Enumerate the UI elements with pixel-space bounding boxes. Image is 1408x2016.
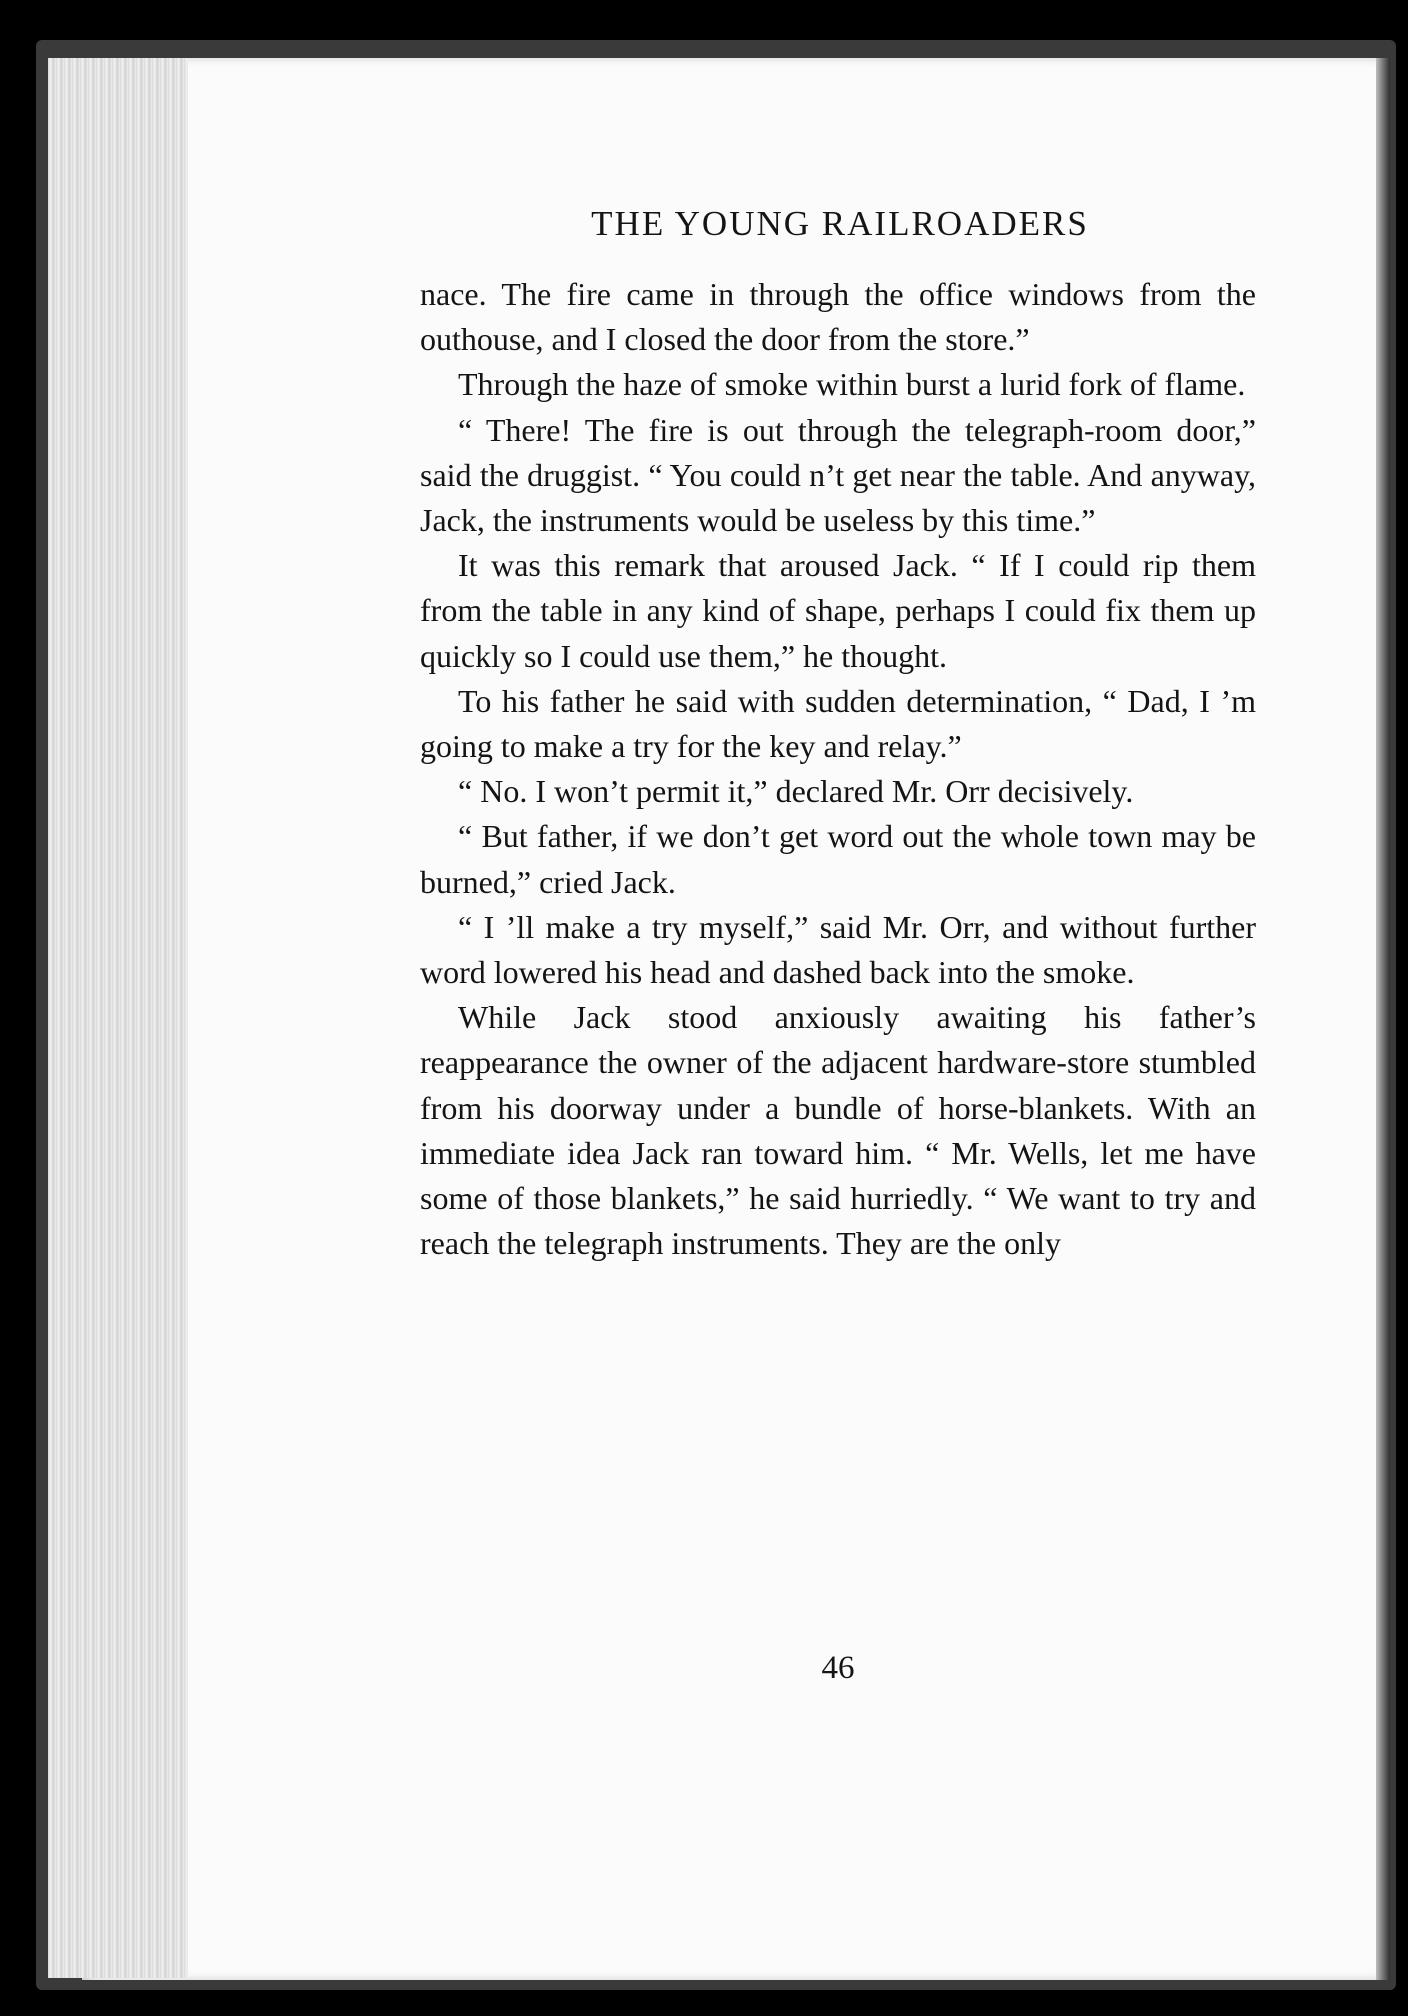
page-number: 46	[821, 1650, 855, 1686]
paragraph: “ There! The fire is out through the telegraph-room door,” said the druggist. “ You could n’t get near the table. And anyway, Jack, the instruments would be useless by this time.”	[420, 411, 1256, 539]
binding-shadow	[1376, 58, 1390, 1980]
paragraph: To his father he said with sudden determination, “ Dad, I ’m going to make a try for the key and relay.”	[420, 682, 1256, 765]
paragraph: “ But father, if we don’t get word out the whole town may be burned,” cried Jack.	[420, 818, 1256, 900]
paragraph: Through the haze of smoke within burst a lurid fork of flame.	[458, 366, 1246, 403]
paragraph: While Jack stood anxiously awaiting his father’s reappearance the owner of the adjacent hardware-store stumbled from his doorway under a bundle of horse-blankets. With an immediate idea Jack ran toward him. “ Mr. Wells, let me have some of those blankets,” he said hurriedly. “ We want to try and reach the telegraph instruments. They are the only	[420, 999, 1256, 1262]
paragraph: “ No. I won’t permit it,” declared Mr. Orr decisively.	[458, 773, 1134, 810]
paragraph: It was this remark that aroused Jack. “ If I could rip them from the table in any kind of shape, perhaps I could fix them up quickly so I could use them,” he thought.	[420, 547, 1256, 674]
paragraph: nace. The fire came in through the office windows from the outhouse, and I closed the door from the store.”	[420, 276, 1256, 358]
body-text	[420, 272, 1256, 1266]
paragraph: “ I ’ll make a try myself,” said Mr. Orr, and without further word lowered his head and dashed back into the smoke.	[420, 908, 1256, 991]
running-head: THE YOUNG RAILROADERS	[591, 204, 1089, 243]
page-stack-edge	[48, 58, 188, 1978]
